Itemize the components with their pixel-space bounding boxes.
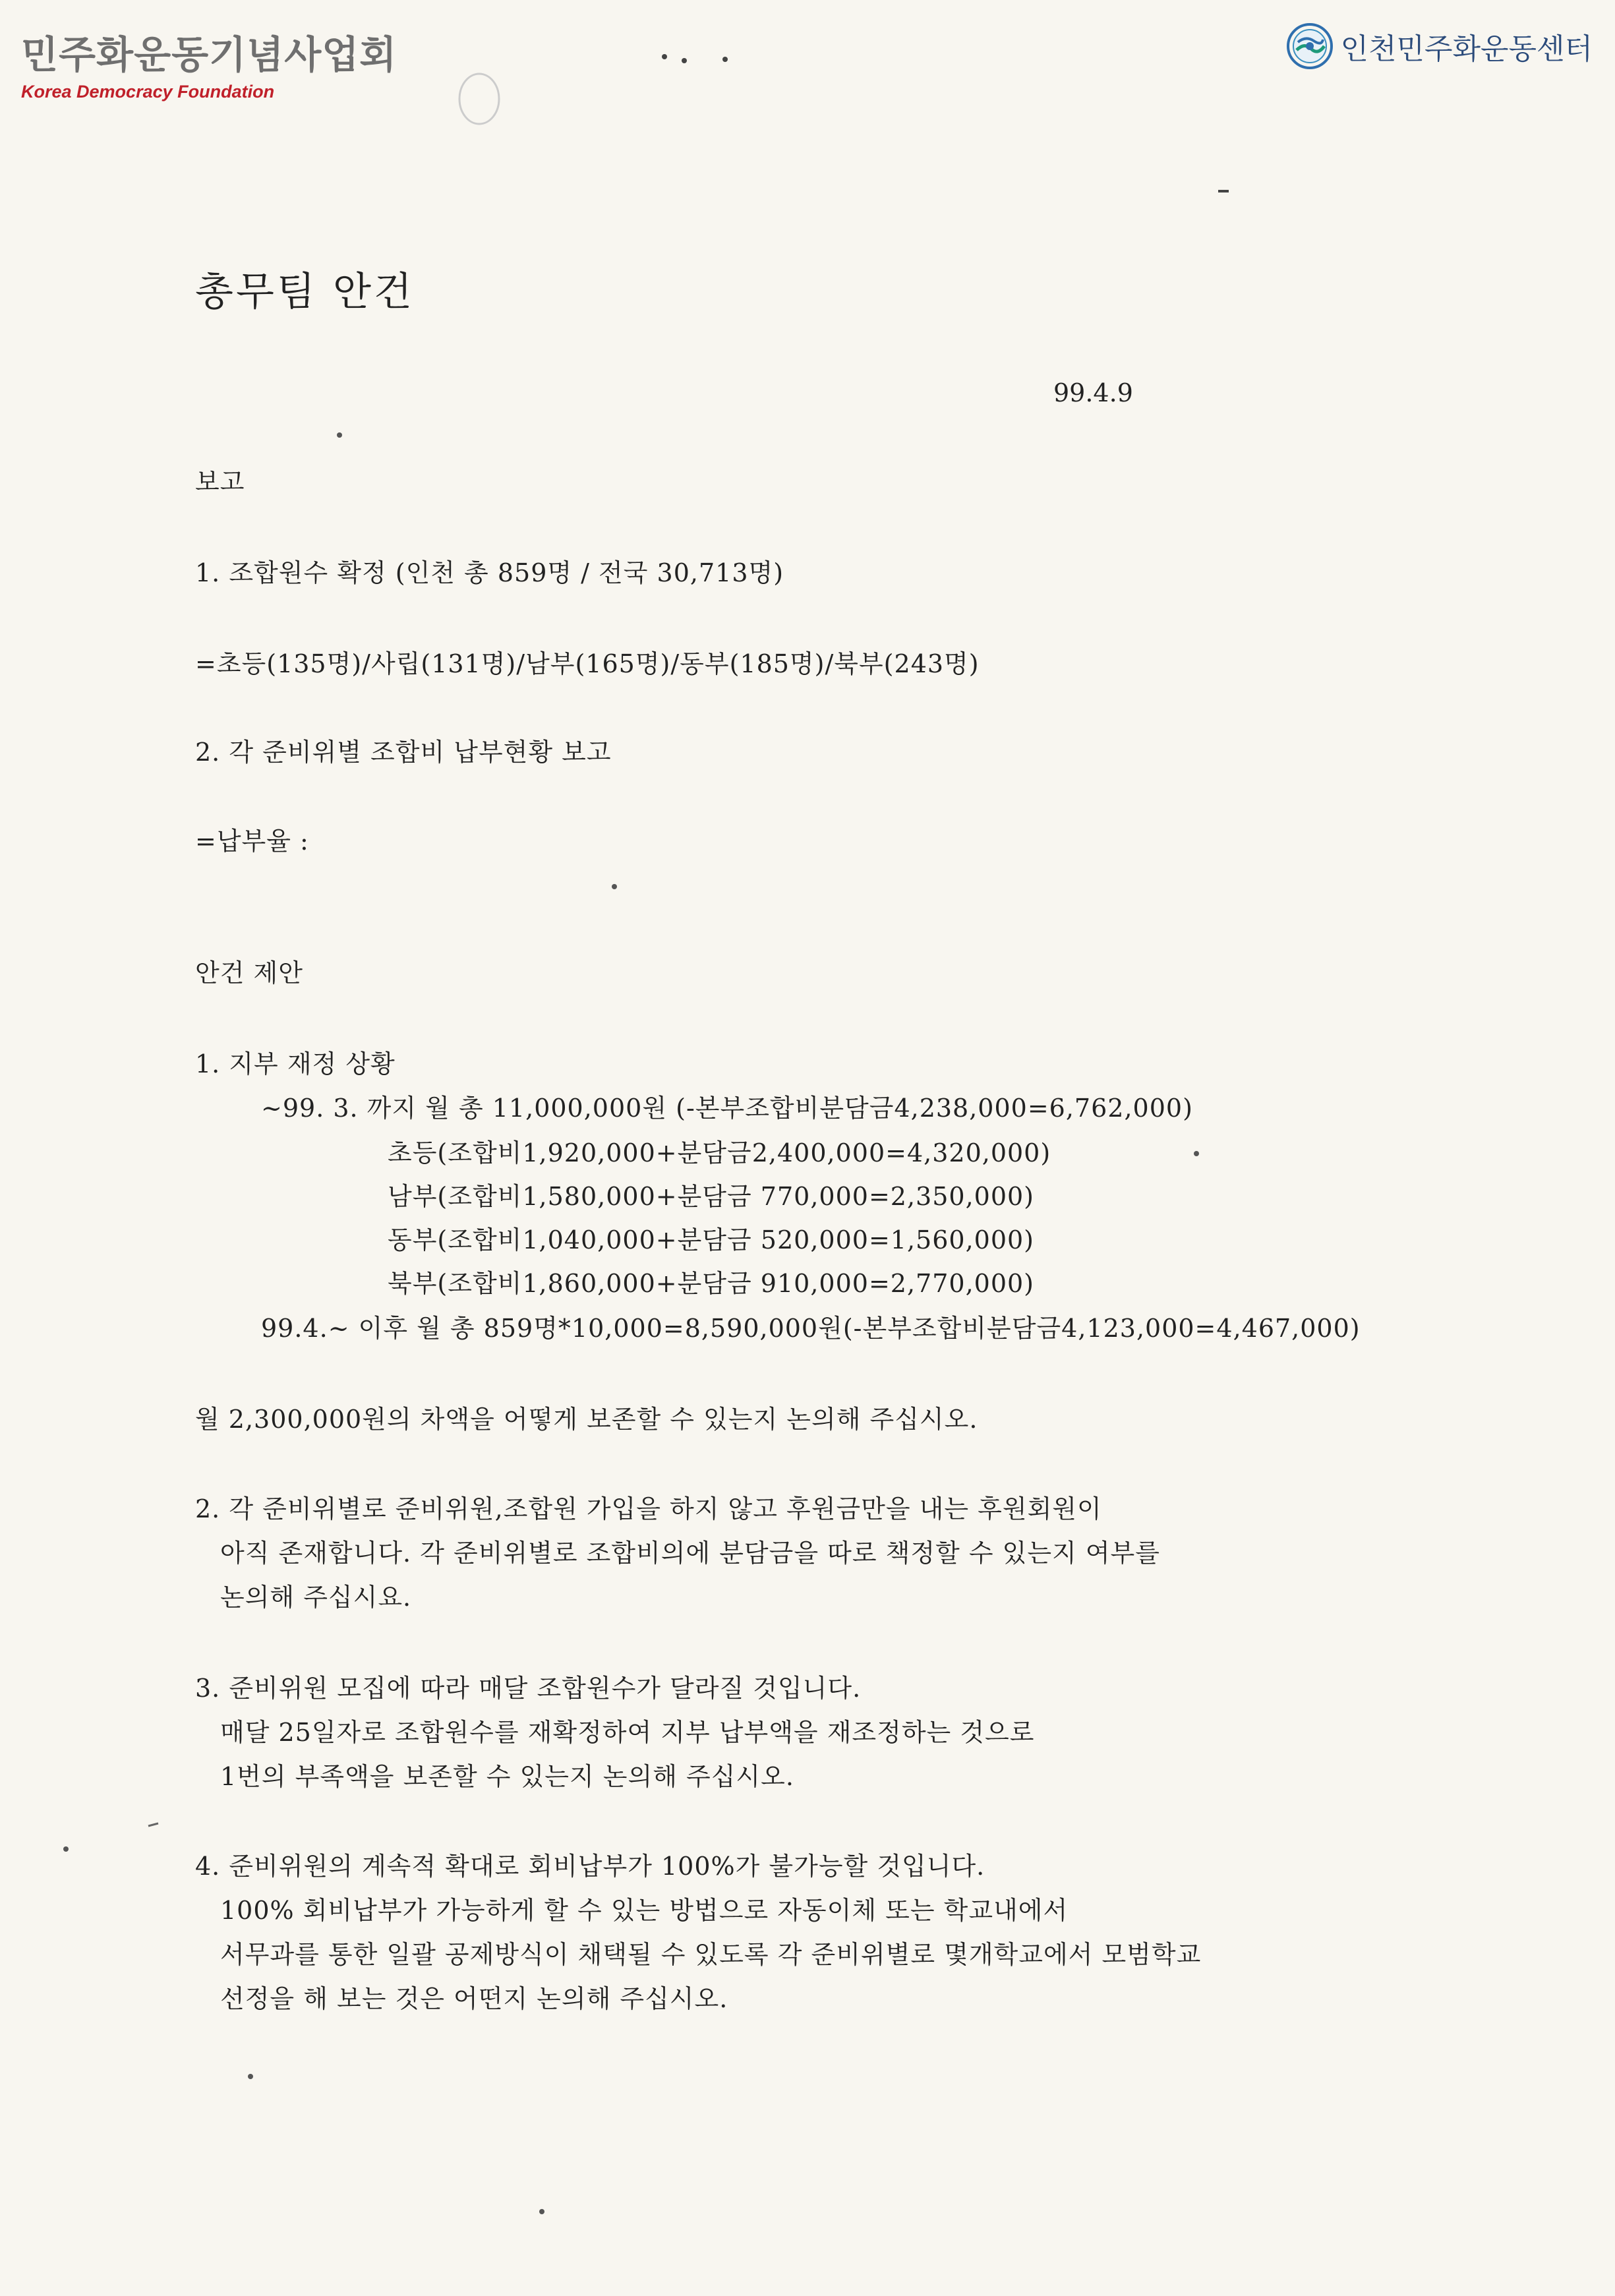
speck-mark <box>682 58 687 63</box>
speck-mark <box>1218 190 1229 192</box>
foundation-logo-english: Korea Democracy Foundation <box>21 82 275 102</box>
report-item-2: 2. 각 준비위별 조합비 납부현황 보고 <box>195 738 612 767</box>
proposal-item-4-line: 4. 준비위원의 계속적 확대로 회비납부가 100%가 불가능할 것입니다. <box>195 1852 985 1881</box>
speck-mark <box>722 57 728 62</box>
finance-line: 북부(조합비1,860,000+분담금 910,000=2,770,000) <box>388 1269 1035 1298</box>
document-title: 총무팀 안건 <box>195 269 415 315</box>
speck-mark <box>662 54 667 59</box>
punch-hole-mark <box>459 74 499 124</box>
speck-mark <box>148 1823 158 1826</box>
proposal-item-4-line: 100% 회비납부가 가능하게 할 수 있는 방법으로 자동이체 또는 학교내에서 <box>220 1896 1069 1925</box>
finance-line: ~99. 3. 까지 월 총 11,000,000원 (-본부조합비분담금4,238,000=6,762,000) <box>261 1094 1193 1123</box>
proposal-item-1-question: 월 2,300,000원의 차액을 어떻게 보존할 수 있는지 논의해 주십시오. <box>195 1405 978 1434</box>
finance-line: 동부(조합비1,040,000+분담금 520,000=1,560,000) <box>388 1225 1035 1254</box>
proposal-heading: 안건 제안 <box>195 958 303 987</box>
proposal-item-1-title: 1. 지부 재정 상황 <box>195 1049 396 1078</box>
speck-mark <box>63 1846 69 1852</box>
proposal-item-4-line: 서무과를 통한 일괄 공제방식이 채택될 수 있도록 각 준비위별로 몇개학교에서 모범학교 <box>220 1940 1202 1969</box>
finance-line: 초등(조합비1,920,000+분담금2,400,000=4,320,000) <box>388 1138 1051 1167</box>
report-item-1-detail: =초등(135명)/사립(131명)/남부(165명)/동부(185명)/북부(243명) <box>195 649 980 678</box>
speck-mark <box>1194 1151 1199 1156</box>
proposal-item-2-line: 아직 존재합니다. 각 준비위별로 조합비의에 분담금을 따로 책정할 수 있는지 여부를 <box>220 1539 1160 1568</box>
report-item-2-detail: =납부율 : <box>195 827 309 856</box>
proposal-item-3-line: 1번의 부족액을 보존할 수 있는지 논의해 주십시오. <box>220 1762 794 1791</box>
document-date: 99.4.9 <box>1053 378 1133 407</box>
speck-mark <box>612 884 617 889</box>
finance-line: 남부(조합비1,580,000+분담금 770,000=2,350,000) <box>388 1182 1035 1211</box>
report-heading: 보고 <box>195 467 245 496</box>
speck-mark <box>539 2209 544 2214</box>
proposal-item-4-line: 선정을 해 보는 것은 어떤지 논의해 주십시오. <box>220 1984 728 2013</box>
finance-line: 99.4.~ 이후 월 총 859명*10,000=8,590,000원(-본부조합비분담금4,123,000=4,467,000) <box>261 1314 1361 1343</box>
proposal-item-3-line: 매달 25일자로 조합원수를 재확정하여 지부 납부액을 재조정하는 것으로 <box>220 1718 1035 1747</box>
center-logo-name: 인천민주화운동센터 <box>1340 32 1593 66</box>
proposal-item-3-line: 3. 준비위원 모집에 따라 매달 조합원수가 달라질 것입니다. <box>195 1674 862 1703</box>
foundation-logo-korean: 민주화운동기념사업회 <box>21 32 397 77</box>
speck-mark <box>248 2074 253 2079</box>
proposal-item-2-line: 2. 각 준비위별로 준비위원,조합원 가입을 하지 않고 후원금만을 내는 후원회원이 <box>195 1494 1102 1523</box>
proposal-item-2-line: 논의해 주십시요. <box>220 1583 412 1612</box>
report-item-1: 1. 조합원수 확정 (인천 총 859명 / 전국 30,713명) <box>195 558 784 587</box>
speck-mark <box>337 432 342 438</box>
